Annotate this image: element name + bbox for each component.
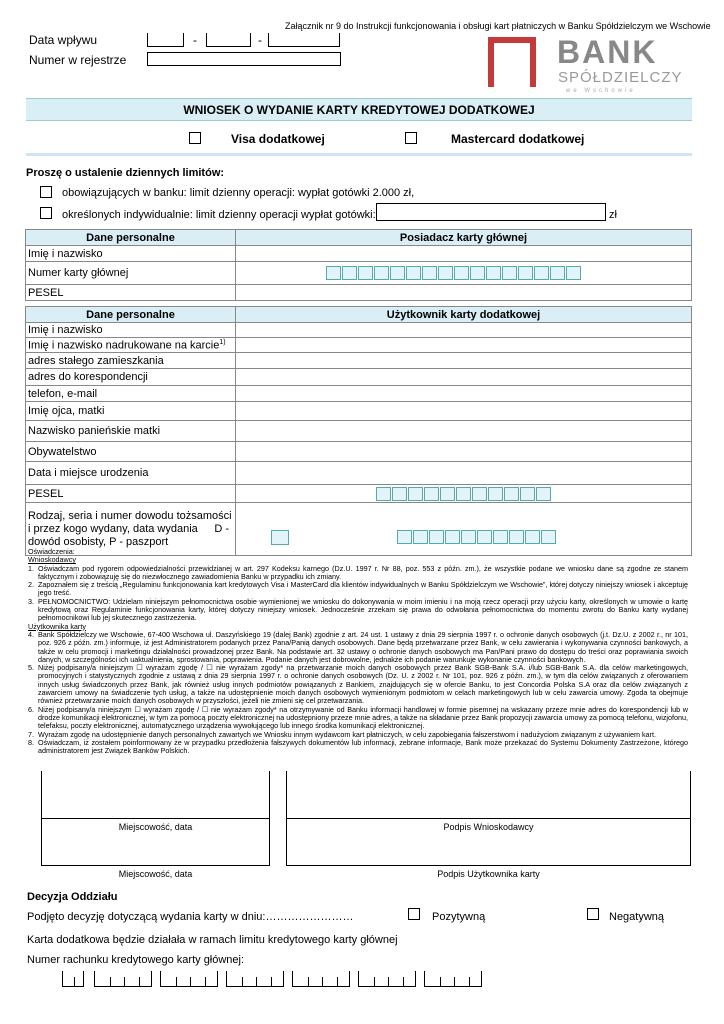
place-date-box-2[interactable] [41,818,270,866]
account-number-label: Numer rachunku kredytowego karty głównej: [27,954,245,966]
user-citizenship-label: Obywatelstwo [26,442,236,462]
logo-spoldzielczy-text: SPÓŁDZIELCZY [558,69,683,86]
user-heading: Użytkownika karty [28,621,86,631]
decision-negative-checkbox[interactable] [587,908,599,920]
user-mother-maiden-name-field[interactable] [236,421,692,442]
applicant-heading: Wnioskodawcy [28,555,76,565]
statement-4: 4. Bank Spółdzielczy we Wschowie, 67-400 Wschowa ul. Daszyńskiego 19 (dalej Bank) zgodnie z art. 24 ust. 1 ustawy z dnia 29 sierpnia 1997 r. o ochronie danych osobowych (j.t. Dz.U. z 2002 r., nr 101, poz. 926 z późn. zm.) informuje, iż jest Administratorem podanych przez Pana/Panią danych osobowych. Dane będą przetwarzane przez Bank, w celu zawierania i wykonywania czynności bankowych, a także w celu promocji i marketingu działalności prowadzonej przez Bank. Na podstawie art. 32 ustawy o ochronie danych osobowych ma Pan/Pani prawo do dostępu do treści oraz poprawiania swoich danych, w szczególności ich uaktualnienia, sprostowania, poprawienia. Podanie danych jest dobrowolne, jednakże ich podanie warunkuje wykonanie czynności bankowych. [28,629,688,664]
statement-6: 6. Niżej podpisany/a niniejszym ☐ wyrażam zgodę / ☐ nie wyrażam zgody* na otrzymywanie od Banku informacji handlowej w formie pisemnej na wskazany przeze mnie adres do korespondencji lub w drodze komunikacji elektronicznej, w tym za pomocą poczty elektronicznej na udostępniony przeze mnie adres, a także na składanie przez Bank propozycji zawarcia umowy za pomocą telefonu, wizjofonu, telefaksu, poczty elektronicznej, automatycznego urządzenia wywołującego lub innego środka komunikacji elektronicznej. [28,704,688,731]
digit-separator [308,977,309,986]
pesel-digit-boxes[interactable] [376,487,689,501]
main-pesel-label: PESEL [26,285,236,301]
statement-7: 7. Wyrażam zgodę na udostępnienie danych personalnych zawartych we Wniosku innym wydawcom kart płatniczych, w celu zapobiegania fałszerstwom i nadużyciom związanym z używaniem kart. [28,729,656,739]
digit-separator [190,977,191,986]
limit-amount-field[interactable] [376,203,606,221]
user-correspondence-address-label: adres do korespondencji [26,369,236,386]
digit-separator [271,977,272,986]
statement-8: 8. Oświadczam, iż zostałem poinformowany że w przypadku przedłożenia fałszywych dokumentów lub informacji, zebrane informacje, Bank może przekazać do Systemu Dokumenty Zastrzeżone, którego administratorem jest Związek Banków Polskich. [28,737,688,756]
account-digits-group[interactable] [424,971,482,987]
date-dash-1: - [193,33,197,47]
user-birth-label: Data i miejsce urodzenia [26,462,236,485]
main-card-number-field[interactable] [236,262,692,285]
digit-separator [256,977,257,986]
digit-separator [337,977,338,986]
digit-separator [124,977,125,986]
mastercard-checkbox[interactable] [405,132,417,144]
limit-individual-checkbox[interactable] [40,207,52,219]
bank-logo-icon [488,37,536,87]
user-pesel-label: PESEL [26,485,236,503]
account-digits-group[interactable] [292,971,350,987]
user-embossed-name-label: Imię i nazwisko nadrukowane na karcie$^{1)}$ [26,338,236,353]
date-dash-2: - [258,33,262,47]
digit-separator [176,977,177,986]
id-doc-number-boxes[interactable] [397,530,557,544]
digit-separator [110,977,111,986]
visa-checkbox[interactable] [189,132,201,144]
date-month-field[interactable] [206,33,251,47]
digit-separator [205,977,206,986]
user-embossed-name-field[interactable] [236,338,692,353]
applicant-signature-label: Podpis Wnioskodawcy [443,822,534,832]
statement-5: 5. Niżej podpisany/a niniejszym ☐ wyrażam zgodę / ☐ nie wyrażam zgody* na przetwarzanie moich danych osobowych przez Bank SGB-Bank S.A. i/lub SGB-Bank S.A. dla celów marketingowych, promocyjnych i statystycznych zgodnie z ustawą z dnia 29 sierpnia 1997 r. o ochronie danych osobowych (Dz. U. z 2002 r. Nr 101, poz. 926 z późn. zm.), w tym dla celów związanych z oferowaniem innych usług świadczonych przez Bank, jak również usług innych podmiotów powiązanych z Bankiem, znajdujących się w ofercie Banku, to jest Concordia Polska S.A oraz dla celów związanych z zawarciem umowy na świadczenie tych usług, a także na udostępnienie moich danych osobowych wymienionym podmiotom w celach marketingowych lub w celu zawarcia umowy. Zgoda ta obejmuje również przetwarzanie moich danych osobowych w przyszłości, jeżeli nie zmieni się cel przetwarzania. [28,663,688,706]
main-holder-table [25,229,692,301]
register-number-label: Numer w rejestrze [29,53,127,67]
limit-individual-label: określonych indywidualnie: limit dzienny operacji wypłat gotówki: [62,209,376,221]
mastercard-label: Mastercard dodatkowej [451,132,585,146]
digit-separator [139,977,140,986]
decision-positive-label: Pozytywną [432,911,486,923]
visa-label: Visa dodatkowej [231,132,325,146]
date-received-label: Data wpływu [29,33,98,47]
date-year-field[interactable] [268,33,340,47]
statements-heading: Oświadczenia: [28,547,75,556]
user-parents-field[interactable] [236,402,692,421]
annex-note: Załącznik nr 9 do Instrukcji funkcjonowania i obsługi kart płatniczych w Banku Spółdzielczym we Wschowie [285,21,711,31]
digit-separator [74,977,75,986]
place-date-label-2: Miejscowość, data [118,869,193,879]
statement-1: 1. Oświadczam pod rygorem odpowiedzialności przewidzianej w art. 297 Kodeksu karnego (Dz.U. 1997 r. Nr 88, poz. 553 z późn. zm.), że wszystkie podane we wniosku dane są zgodne ze stanem faktycznym i zobowiązuję się do niezwłocznego zawiadomienia Banku w przypadku ich zmiany. [28,563,688,581]
statement-2: 2. Zapoznałem się z treścią „Regulaminu funkcjonowania kart kredytowych Visa i MasterCard dla klientów indywidualnych w Banku Spółdzielczym we Wschowie”, której dotyczy niniejszy wniosek i akceptuję jego treść. [28,580,688,598]
logo-bank-text: BANK [557,34,658,70]
register-number-field[interactable] [147,52,341,66]
user-phone-email-label: telefon, e-mail [26,386,236,402]
user-mother-maiden-name-label: Nazwisko panieńskie matki [26,421,236,442]
limit-currency: zł [609,209,617,221]
applicant-signature-box[interactable] [286,771,691,819]
account-digits-group[interactable] [62,971,84,987]
main-card-number-label: Numer karty głównej [26,262,236,285]
id-doc-type-box[interactable] [271,530,289,545]
account-digits-group[interactable] [358,971,416,987]
decision-negative-label: Negatywną [609,911,665,923]
account-digits-group[interactable] [226,971,284,987]
digit-separator [454,977,455,986]
divider [26,153,692,156]
additional-user-header-right: Użytkownik karty dodatkowej [236,307,692,323]
limit-bank-label: obowiązujących w banku: limit dzienny operacji: wypłat gotówki 2.000 zł, [62,187,415,199]
user-parents-label: Imię ojca, matki [26,402,236,421]
decision-date-label: Podjęto decyzję dotyczącą wydania karty w dniu:…………………… [27,911,354,923]
main-holder-header-right: Posiadacz karty głównej [236,230,692,246]
user-name-label: Imię i nazwisko [26,323,236,338]
user-id-doc-label: Rodzaj, seria i numer dowodu tożsamości i przez kogo wydany, data wydania D - dowód osobisty, P - paszport [26,503,236,556]
user-birth-field[interactable] [236,462,692,485]
main-holder-name-label: Imię i nazwisko [26,246,236,262]
digit-separator [440,977,441,986]
place-date-label-1: Miejscowość, data [118,822,193,832]
limit-bank-checkbox[interactable] [40,186,52,198]
date-day-field[interactable] [147,33,184,47]
card-number-digit-boxes[interactable] [326,266,689,280]
logo-location-text: we Wschowie [566,88,636,94]
user-correspondence-address-field[interactable] [236,369,692,386]
user-phone-email-field[interactable] [236,386,692,402]
user-permanent-address-field[interactable] [236,353,692,369]
statement-3: 3. PEŁNOMOCNICTWO: Udzielam niniejszym pełnomocnictwa osobie wymienionej we wniosku do dokonywania w moim imieniu i na moją rzecz operacji przy użyciu karty, określonych w umowie o kartę kredytową oraz Regulaminie funkcjonowania karty, której dotyczy niniejszy wniosek. Jednocześnie zrzekam się prawa do odwołania pełnomocnictwa do momentu zwrotu do Banku karty wydanej pełnomocnikowi lub jej skutecznego zastrzeżenia. [28,596,688,623]
digit-separator [374,977,375,986]
account-digits-group[interactable] [94,971,152,987]
user-signature-label: Podpis Użytkownika karty [437,869,540,879]
user-permanent-address-label: adres stałego zamieszkania [26,353,236,369]
user-name-field[interactable] [236,323,692,338]
place-date-box-1[interactable] [41,771,270,819]
decision-heading: Decyzja Oddziału [27,891,118,903]
digit-separator [469,977,470,986]
main-holder-header-left: Dane personalne [26,230,236,246]
user-signature-box[interactable] [286,818,691,866]
statements-section [28,548,688,755]
user-pesel-field[interactable] [236,485,692,503]
form-title: WNIOSEK O WYDANIE KARTY KREDYTOWEJ DODATKOWEJ [26,98,692,121]
limit-note: Karta dodatkowa będzie działała w ramach limitu kredytowego karty głównej [27,934,398,946]
digit-separator [403,977,404,986]
main-pesel-field[interactable] [236,285,692,301]
limits-heading: Proszę o ustalenie dziennych limitów: [26,167,225,179]
user-citizenship-field[interactable] [236,442,692,462]
additional-user-table [25,306,692,556]
main-holder-name-field[interactable] [236,246,692,262]
digit-separator [322,977,323,986]
account-digits-group[interactable] [160,971,218,987]
additional-user-header-left: Dane personalne [26,307,236,323]
decision-positive-checkbox[interactable] [408,908,420,920]
digit-separator [388,977,389,986]
digit-separator [242,977,243,986]
